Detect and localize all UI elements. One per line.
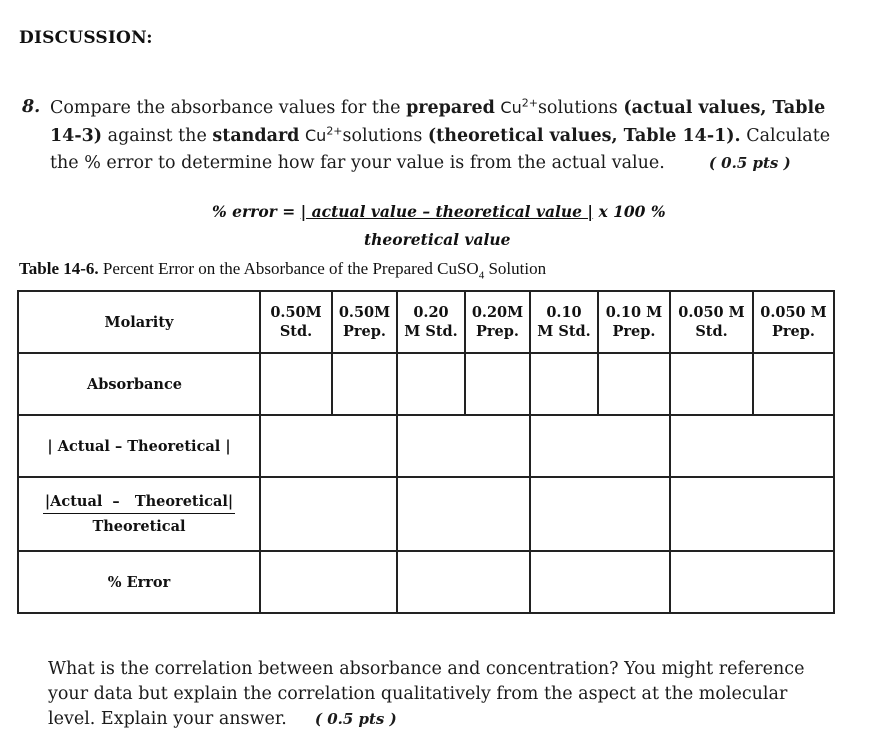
percent-error-cell[interactable]: [530, 551, 670, 613]
formula-lhs: % error =: [212, 202, 301, 221]
question-8: [18, 94, 838, 177]
formula-rhs: x 100 %: [593, 202, 666, 221]
percent-error-cell[interactable]: [670, 551, 834, 613]
table-row-percent-error: [18, 551, 834, 613]
section-heading: DISCUSSION:: [19, 28, 153, 48]
table-row-absorbance: [18, 353, 834, 415]
table-row-ratio: [18, 477, 834, 551]
q8-bold-standard: standard: [212, 126, 300, 146]
q8-text-2: solutions: [537, 98, 624, 118]
q8-text-5: Calculate the % error to determine how far your value is from the actual value.: [50, 126, 831, 173]
absorbance-cell[interactable]: [530, 353, 598, 415]
ratio-denominator: Theoretical: [92, 518, 186, 535]
row-label-molarity: Molarity: [18, 291, 260, 353]
table-caption-label: Table 14-6.: [19, 259, 99, 278]
table-caption-subscript: 4: [478, 269, 485, 282]
formula-numerator: | actual value – theoretical value |: [300, 202, 594, 221]
percent-error-table: [17, 290, 835, 614]
absorbance-cell[interactable]: [753, 353, 834, 415]
ratio-cell[interactable]: [530, 477, 670, 551]
percent-error-formula: [212, 202, 666, 221]
difference-cell[interactable]: [397, 415, 530, 477]
absorbance-cell[interactable]: [332, 353, 397, 415]
absorbance-cell[interactable]: [465, 353, 530, 415]
ratio-cell[interactable]: [397, 477, 530, 551]
column-header: 0.20M Prep.: [465, 291, 530, 353]
q8-bold-theoretical: (theoretical values, Table 14-1).: [427, 126, 741, 146]
difference-cell[interactable]: [530, 415, 670, 477]
column-header: 0.50M Prep.: [332, 291, 397, 353]
table-caption: [19, 259, 547, 282]
table-caption-text: Percent Error on the Absorbance of the Prepared CuSO: [98, 259, 479, 278]
ratio-cell[interactable]: [670, 477, 834, 551]
absorbance-cell[interactable]: [397, 353, 465, 415]
q8-text-3: against the: [102, 126, 213, 146]
column-header: 0.50M Std.: [260, 291, 332, 353]
ratio-numerator: |Actual – Theoretical|: [43, 493, 235, 514]
column-header: 0.20 M Std.: [397, 291, 465, 353]
question-9: [48, 657, 838, 732]
formula-denominator: theoretical value: [364, 230, 511, 249]
difference-cell[interactable]: [670, 415, 834, 477]
column-header: 0.050 M Std.: [670, 291, 753, 353]
row-label-difference: | Actual – Theoretical |: [18, 415, 260, 477]
absorbance-cell[interactable]: [598, 353, 670, 415]
row-label-ratio: [18, 477, 260, 551]
question-8-text: [50, 94, 838, 177]
column-header: 0.10 M Prep.: [598, 291, 670, 353]
table-row-molarity: [18, 291, 834, 353]
difference-cell[interactable]: [260, 415, 397, 477]
row-label-absorbance: Absorbance: [18, 353, 260, 415]
ratio-cell[interactable]: [260, 477, 397, 551]
cu-ion-2: $Cu^{2+}$: [305, 124, 343, 145]
q8-bold-actual: (actual values, Table 14-3): [50, 98, 826, 146]
column-header: 0.050 M Prep.: [753, 291, 834, 353]
column-header: 0.10 M Std.: [530, 291, 598, 353]
percent-error-cell[interactable]: [397, 551, 530, 613]
points-label: ( 0.5 pts ): [314, 710, 397, 728]
ratio-fraction: [43, 493, 235, 535]
cu-ion-1: $Cu^{2+}$: [500, 96, 538, 117]
points-label: ( 0.5 pts ): [708, 154, 791, 172]
q8-text-1: Compare the absorbance values for the: [50, 98, 407, 118]
table-row-difference: [18, 415, 834, 477]
row-label-percent-error: % Error: [18, 551, 260, 613]
q8-text-4: solutions: [342, 126, 428, 146]
absorbance-cell[interactable]: [670, 353, 753, 415]
percent-error-cell[interactable]: [260, 551, 397, 613]
question-number: 8.: [22, 97, 41, 117]
table-caption-text-after: Solution: [484, 259, 547, 278]
question-9-text: What is the correlation between absorbance and concentration? You might reference your data but explain the correlation qualitatively from the aspect at the molecular level. Explain your answer.: [48, 659, 805, 729]
q8-bold-prepared: prepared: [406, 98, 495, 118]
absorbance-cell[interactable]: [260, 353, 332, 415]
